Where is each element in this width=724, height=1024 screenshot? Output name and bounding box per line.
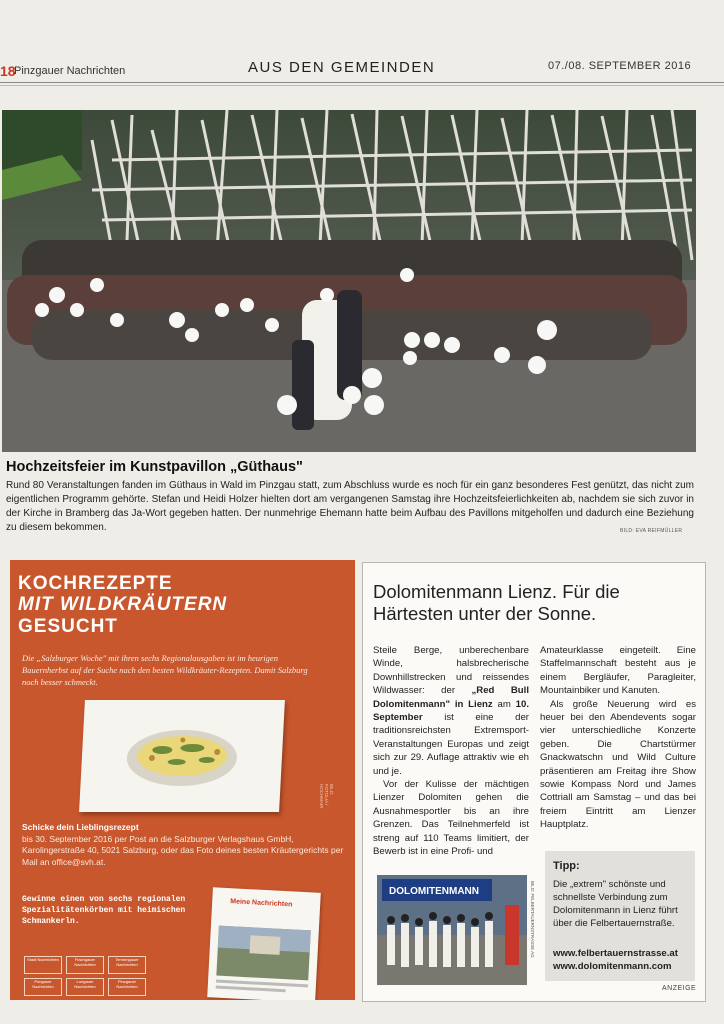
wedding-photo-illustration: [2, 110, 696, 452]
article-body: Rund 80 Veranstaltungen fanden im Güthaus in Wald im Pinzgau statt, zum Abschluss wurde es noch für ein ganz besonderes Fest genützt, das nicht zum eigentlichen Programm gehörte. Stefan und Heidi Holzer hielten dort am vergangenen Samstag ihre Hochzeitsfeierlichkeiten ab, nachdem sie sich zuvor in der Kirche in Bramberg das Ja-Wort gegeben hatten. Der nunmehrige Ehemann hatte beim Aufbau des Pavillons mitgeholfen und dadurch eine Beziehung zu diesem bekommen.: [6, 480, 694, 533]
recipe-advertisement: [10, 560, 355, 1000]
recipe-ad-title-line3: GESUCHT: [18, 616, 118, 637]
badge-tennengau: Tennengauer Nachrichten: [108, 956, 146, 974]
race-banner-text: DOLOMITENMANN: [389, 886, 479, 897]
header-rule-secondary: [0, 85, 724, 86]
dolomitenmann-column-1: [373, 644, 529, 859]
col1-text-a: Steile Berge, unberechenbare Winde, halsbrecherische Downhillstrecken und reissendes Wildwasser: der: [373, 645, 529, 697]
recipe-cta-heading: Schicke dein Lieblingsrezept: [22, 822, 139, 832]
wedding-group-photo: [2, 110, 696, 452]
col2-paragraph-1: Amateurklasse eingeteilt. Eine Staffelmannschaft besteht aus je einem Bergläufer, Paragleiter, Mountainbiker und Kanuten.: [540, 645, 696, 697]
dolomitenmann-advertisement: [362, 562, 706, 1002]
tip-title: Tipp:: [553, 860, 580, 872]
recipe-cta-text: bis 30. September 2016 per Post an die Salzburger Verlagshaus GmbH, Karolingerstraße 40, 5021 Salzburg, oder das Foto deines besten Kräutergerichts per Mail an office@svh.at.: [22, 833, 344, 867]
recipe-ad-title-line2: MIT WILDKRÄUTERN: [18, 594, 228, 615]
col1-text-e: ist eine der traditionsreichsten Extremsport-Veranstaltungen Europas und zeigt sich zur 29. Auflage attraktiv wie eh und je.: [373, 712, 529, 777]
col1-paragraph-2: Vor der Kulisse der mächtigen Lienzer Dolomiten gehen die Ausnahmesportler bis an ihre Grenzen. Das Teilnehmerfeld ist streng auf 110 Teams limitiert, der Bewerb ist in eine Profi- und: [373, 779, 529, 858]
recipe-prize-text: Gewinne einen von sechs regionalen Spezialitätenkörben mit heimischen Schmankerln.: [22, 895, 186, 926]
advertisement-label: ANZEIGE: [662, 985, 697, 992]
newspaper-thumbnail-title: Meine Nachrichten: [230, 898, 293, 909]
race-photo-illustration: [377, 875, 527, 985]
recipe-photo-credit: BILD: FOTOLIA / HOCHMAIR: [319, 784, 334, 809]
badge-pinzgau: Pinzgauer Nachrichten: [108, 978, 146, 996]
dish-illustration: [79, 700, 285, 812]
article-headline: Hochzeitsfeier im Kunstpavillon „Güthaus": [6, 459, 303, 475]
photo-credit: BILD: EVA REIFMÜLLER: [620, 528, 683, 534]
tip-body: Die „extrem" schönste und schnellste Verbindung zum Dolomitenmann in Lienz führt über die Felbertauernstraße.: [553, 879, 678, 929]
col2-paragraph-2: Als große Neuerung wird es heuer bei den Abendevents sogar vier unterschiedliche Konzerte geben. Die Chartstürmer Gnackwatschn und Wild Culture präsentieren am Freitag ihre Show sowie Kompass Nord und James Cottriall am Samstag – und das bei freiem Eintritt am Lienzer Hauptplatz.: [540, 698, 696, 831]
tip-links: [553, 947, 698, 973]
newspaper-thumbnail: [207, 887, 321, 1000]
section-title: AUS DEN GEMEINDEN: [248, 59, 436, 76]
page-number: 18: [0, 63, 16, 79]
badge-lungau: Lungauer Nachrichten: [66, 978, 104, 996]
badge-pongau: Pongauer Nachrichten: [24, 978, 62, 996]
issue-date: 07./08. SEPTEMBER 2016: [548, 60, 692, 72]
regional-edition-badges: [24, 956, 164, 1000]
badge-stadt: Stadt Nachrichten: [24, 956, 62, 974]
tip-box: [545, 851, 695, 981]
felbertauernstrasse-link[interactable]: www.felbertauernstrasse.at: [553, 948, 678, 959]
dish-plate-image: [79, 700, 285, 812]
dolomitenmann-column-2: [540, 644, 696, 832]
col1-text-c: am: [492, 698, 516, 710]
header-rule: [0, 82, 724, 83]
publication-name: Pinzgauer Nachrichten: [14, 65, 126, 77]
race-photo-credit: BILD: FELBERTAUERNSTRASSE AG: [530, 881, 535, 958]
col1-event-name: „Red Bull Dolomitenmann" in Lienz: [373, 685, 529, 710]
recipe-ad-intro: Die „Salzburger Woche" mit ihren sechs Regionalausgaben ist im heurigen Bauernherbst auf der Suche nach den besten Wildkräuter-Rezepten. Damit Salzburg noch besser schmeckt.: [22, 653, 308, 687]
col1-event-date: 10. September: [373, 698, 529, 724]
dolomitenmann-link[interactable]: www.dolomitenmann.com: [553, 961, 672, 972]
race-start-photo: [377, 875, 527, 985]
newspaper-thumbnail-graphic: [207, 887, 321, 1000]
badge-flachgau: Flachgauer Nachrichten: [66, 956, 104, 974]
dolomitenmann-headline: Dolomitenmann Lienz. Für die Härtesten unter der Sonne.: [373, 581, 620, 624]
recipe-call-to-action: [22, 822, 352, 868]
recipe-ad-title-line1: KOCHREZEPTE: [18, 573, 173, 594]
